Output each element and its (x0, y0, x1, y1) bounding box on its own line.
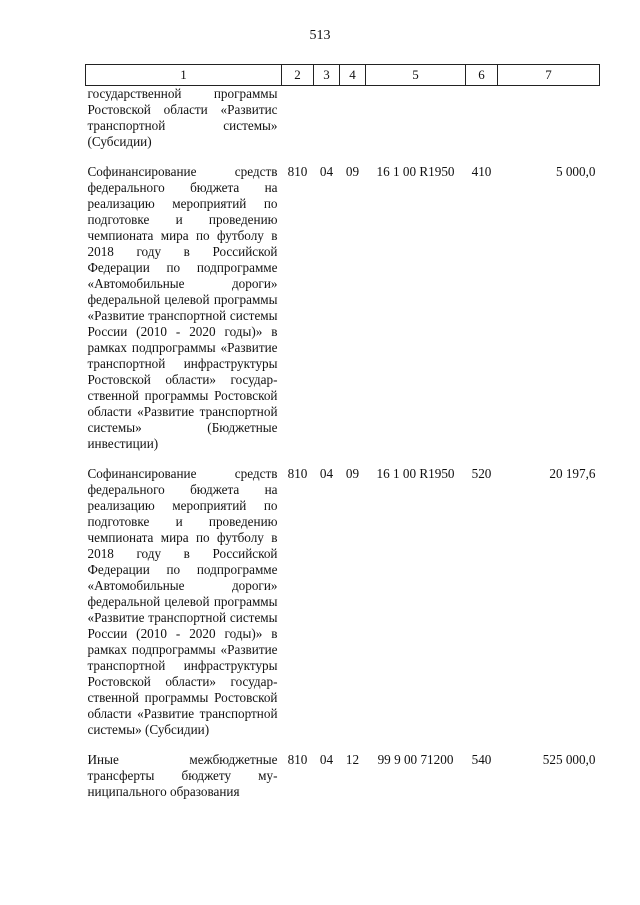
row-target-article (366, 86, 466, 155)
column-header-4: 4 (340, 65, 366, 86)
column-header-3: 3 (314, 65, 340, 86)
table-row (86, 456, 600, 742)
budget-table-container (85, 64, 599, 804)
table-header-row (86, 65, 600, 86)
column-header-5: 5 (366, 65, 466, 86)
budget-table (85, 64, 600, 804)
row-amount: 5 000,0 (555, 164, 596, 179)
row-description: Софинансирование средств федерального бюджета на реализацию мероприятий по подготовке и проведению чемпионата мира по футболу в 2018 году в Российской Федерации по подпрограмме «Автомобильные дороги» федеральной целевой программы «Развитие транспортной системы России (2010 - 2020 годы)» в рамках подпрограммы «Развитие транспортной инфраструктуры Ростовской области» государственной программы Ростовской области «Развитие транспортной системы» (Субсидии) (87, 466, 278, 737)
row-subsection (340, 86, 366, 155)
table-row (86, 86, 600, 155)
row-description: государственной программы Ростовской области «Развитис транспортной системы» (Субсидии) (87, 86, 278, 149)
row-target-article: 99 9 00 71200 (377, 752, 454, 767)
row-description: Софинансирование средств федерального бюджета на реализацию мероприятий по подготовке и проведению чемпионата мира по футболу в 2018 году в Российской Федерации по подпрограмме «Автомобильные дороги» федеральной целевой программы «Развитие транспортной системы России (2010 - 2020 годы)» в рамках подпрограммы «Развитие транспортной инфраструктуры Ростовской области» государственной программы Ростовской области «Развитие транспортной системы» (Бюджетные инвестиции) (87, 164, 278, 451)
row-ministry-code: 810 (287, 466, 308, 481)
row-ministry-code: 810 (287, 164, 308, 179)
row-expense-type (466, 86, 498, 155)
row-amount: 20 197,6 (549, 466, 596, 481)
row-section (314, 86, 340, 155)
row-expense-type: 540 (471, 752, 492, 767)
page-number: 513 (309, 28, 331, 43)
row-amount: 525 000,0 (542, 752, 596, 767)
row-expense-type: 520 (471, 466, 492, 481)
column-header-2: 2 (282, 65, 314, 86)
row-ministry-code: 810 (287, 752, 308, 767)
table-row (86, 154, 600, 456)
column-header-6: 6 (466, 65, 498, 86)
row-subsection: 09 (345, 164, 360, 179)
row-ministry-code (282, 86, 314, 155)
row-target-article: 16 1 00 R1950 (376, 164, 455, 179)
column-header-7: 7 (498, 65, 600, 86)
column-header-1: 1 (86, 65, 282, 86)
row-expense-type: 410 (471, 164, 492, 179)
row-subsection: 09 (345, 466, 360, 481)
row-target-article: 16 1 00 R1950 (376, 466, 455, 481)
row-section: 04 (319, 164, 334, 179)
row-amount (498, 86, 600, 155)
table-row (86, 742, 600, 804)
row-description: Иные межбюджетные трансферты бюджету муниципального образования (87, 752, 278, 799)
row-subsection: 12 (345, 752, 360, 767)
row-section: 04 (319, 466, 334, 481)
row-section: 04 (319, 752, 334, 767)
